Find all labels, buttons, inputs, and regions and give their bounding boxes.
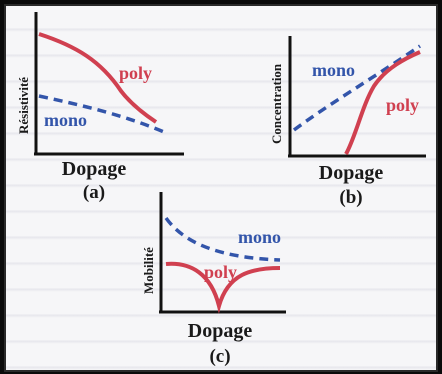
panel-c-poly-label: poly: [204, 262, 238, 282]
panel-a-ylabel: Résistivité: [16, 76, 31, 134]
panel-b-tag: (b): [339, 187, 363, 208]
panel-a-tag: (a): [82, 182, 106, 203]
panel-b-ylabel: Concentration: [269, 63, 284, 144]
panel-b-xlabel: Dopage: [318, 162, 384, 184]
panel-b: [269, 36, 426, 208]
panel-a-poly-label: poly: [119, 63, 153, 83]
figure-canvas: [6, 6, 436, 370]
panel-c-xlabel: Dopage: [187, 320, 253, 342]
panel-a-mono-label: mono: [44, 110, 88, 130]
panel-c-ylabel: Mobilité: [141, 247, 156, 294]
panel-b-poly-label: poly: [386, 95, 420, 115]
panel-b-mono-label: mono: [312, 60, 356, 80]
panel-a-xlabel: Dopage: [61, 158, 127, 180]
panel-c-tag: (c): [209, 346, 231, 367]
figure-frame: [4, 4, 438, 372]
panel-c: [141, 192, 286, 367]
panel-c-mono-label: mono: [238, 227, 282, 247]
panel-b-mono-curve: [294, 46, 420, 130]
panel-a: [16, 12, 184, 203]
